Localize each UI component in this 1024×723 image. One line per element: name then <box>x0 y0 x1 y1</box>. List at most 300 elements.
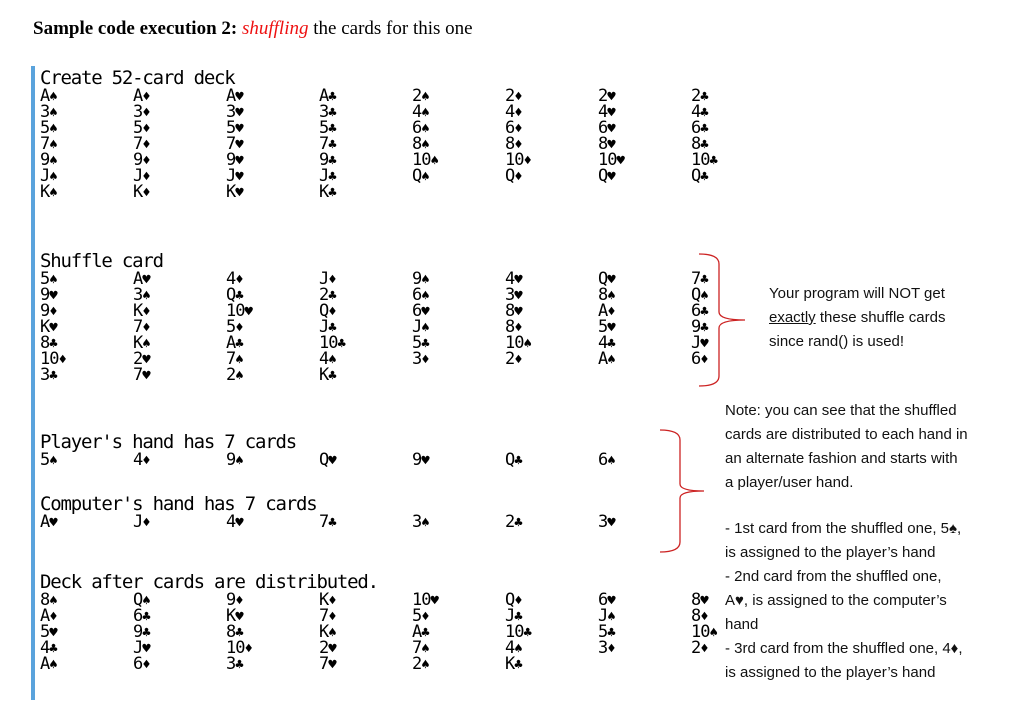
suit-icon: ♣ <box>700 320 708 336</box>
suit-icon: ♦ <box>328 304 336 320</box>
section-heading: Computer's hand has 7 cards <box>40 493 317 515</box>
distribution-brace-icon <box>658 428 708 554</box>
card: 7♦ <box>133 134 150 154</box>
suit-icon: ♠ <box>49 272 57 288</box>
card: 5♣ <box>412 333 429 353</box>
suit-icon: ♥ <box>235 137 243 153</box>
card: A♦ <box>133 86 150 106</box>
card: J♣ <box>319 166 336 186</box>
note-line: Note: you can see that the shuffled <box>725 402 957 419</box>
card: Q♣ <box>505 450 522 470</box>
card: 4♥ <box>226 512 243 532</box>
suit-icon: ♥ <box>430 593 438 609</box>
card: J♠ <box>598 606 615 626</box>
card: J♦ <box>133 512 150 532</box>
card: 2♥ <box>133 349 150 369</box>
card: 7♠ <box>226 349 243 369</box>
suit-icon: ♥ <box>142 641 150 657</box>
suit-icon: ♥ <box>700 593 708 609</box>
card-grid <box>40 592 784 672</box>
suit-icon: ♦ <box>700 609 708 625</box>
suit-icon: ♣ <box>328 515 336 531</box>
suit-icon: ♠ <box>421 657 429 673</box>
suit-icon: ♣ <box>328 320 336 336</box>
suit-icon: ♦ <box>58 352 66 368</box>
suit-icon: ♦ <box>49 609 57 625</box>
suit-icon: ♣ <box>421 625 429 641</box>
suit-icon: ♦ <box>142 105 150 121</box>
card: 4♥ <box>505 269 522 289</box>
suit-icon: ♠ <box>49 169 57 185</box>
suit-icon: ♣ <box>709 153 717 169</box>
card: 3♥ <box>505 285 522 305</box>
shuffle-note <box>769 282 946 354</box>
suit-icon: ♥ <box>235 609 243 625</box>
card <box>691 184 784 200</box>
suit-icon: ♠ <box>49 105 57 121</box>
card: Q♦ <box>505 590 522 610</box>
card: 9♠ <box>226 450 243 470</box>
card: Q♣ <box>691 166 708 186</box>
suit-icon: ♦ <box>142 185 150 201</box>
note-bullet: - 2nd card from the shuffled one, <box>725 568 942 585</box>
card: 4♦ <box>226 269 243 289</box>
card: A♠ <box>598 349 615 369</box>
suit-icon: ♦ <box>523 153 531 169</box>
card: 2♦ <box>505 86 522 106</box>
card: K♠ <box>133 333 150 353</box>
suit-icon: ♦ <box>514 137 522 153</box>
suit-icon: ♣ <box>235 288 243 304</box>
player-hand-section <box>40 432 691 468</box>
suit-icon: ♠ <box>142 336 150 352</box>
card: 2♠ <box>412 654 429 674</box>
card: J♣ <box>505 606 522 626</box>
card: 10♦ <box>226 638 252 658</box>
card: 5♣ <box>319 118 336 138</box>
card: 4♣ <box>598 333 615 353</box>
suit-icon: ♠ <box>421 89 429 105</box>
card: Q♥ <box>598 166 615 186</box>
card: 2♦ <box>505 349 522 369</box>
suit-icon: ♥ <box>235 89 243 105</box>
suit-icon: ♠ <box>514 641 522 657</box>
create-deck-section <box>40 68 784 200</box>
suit-icon: ♠ <box>49 153 57 169</box>
suit-icon: ♥ <box>49 625 57 641</box>
suit-icon: ♣ <box>514 657 522 673</box>
card: 9♦ <box>133 150 150 170</box>
card: 10♠ <box>505 333 531 353</box>
suit-icon: ♠ <box>523 336 531 352</box>
card: 5♠ <box>40 118 57 138</box>
suit-icon: ♠ <box>142 288 150 304</box>
suit-icon: ♦ <box>142 320 150 336</box>
suit-icon: ♦ <box>421 352 429 368</box>
card <box>505 367 598 383</box>
suit-icon: ♠ <box>328 352 336 368</box>
suit-icon: ♥ <box>328 453 336 469</box>
card: J♠ <box>40 166 57 186</box>
card: A♦ <box>598 301 615 321</box>
suit-icon: ♣ <box>328 105 336 121</box>
console-output <box>31 66 735 700</box>
suit-icon: ♠ <box>709 625 717 641</box>
card: Q♠ <box>133 590 150 610</box>
suit-icon: ♥ <box>421 453 429 469</box>
suit-icon: ♣ <box>514 453 522 469</box>
suit-icon: ♠ <box>700 288 708 304</box>
suit-icon: ♦ <box>244 641 252 657</box>
card: K♥ <box>226 182 243 202</box>
card: 8♥ <box>691 590 708 610</box>
suit-icon: ♠ <box>49 593 57 609</box>
suit-icon: ♦ <box>142 121 150 137</box>
suit-icon: ♥ <box>235 515 243 531</box>
card: 3♥ <box>226 102 243 122</box>
card: 3♣ <box>226 654 243 674</box>
suit-icon: ♦ <box>142 153 150 169</box>
card: 5♦ <box>226 317 243 337</box>
suit-icon: ♦ <box>514 169 522 185</box>
suit-icon: ♦ <box>235 593 243 609</box>
suit-icon: ♣ <box>514 515 522 531</box>
card: 8♣ <box>226 622 243 642</box>
note-bullet: is assigned to the player’s hand <box>725 664 936 681</box>
suit-icon: ♣ <box>700 169 708 185</box>
card: K♠ <box>40 182 57 202</box>
card: 4♠ <box>319 349 336 369</box>
card: J♥ <box>133 638 150 658</box>
card: 4♦ <box>505 102 522 122</box>
suit-icon: ♠ <box>421 515 429 531</box>
suit-icon: ♥ <box>607 137 615 153</box>
card: 8♠ <box>412 134 429 154</box>
card: 10♠ <box>412 150 438 170</box>
card: A♠ <box>40 654 57 674</box>
suit-icon: ♠ <box>421 288 429 304</box>
card: K♦ <box>133 301 150 321</box>
suit-icon: ♠ <box>235 352 243 368</box>
card: K♠ <box>319 622 336 642</box>
suit-icon: ♠ <box>421 121 429 137</box>
card: 6♠ <box>598 450 615 470</box>
card: Q♠ <box>412 166 429 186</box>
suit-icon: ♣ <box>142 625 150 641</box>
card: 4♣ <box>40 638 57 658</box>
note-line: Your program will NOT get <box>769 285 945 302</box>
suit-icon: ♦ <box>607 641 615 657</box>
suit-icon: ♦ <box>328 593 336 609</box>
suit-icon: ♥ <box>514 272 522 288</box>
card: 6♦ <box>133 654 150 674</box>
suit-icon: ♥ <box>514 304 522 320</box>
section-heading: Player's hand has 7 cards <box>40 431 296 453</box>
distribution-note <box>725 399 968 685</box>
suit-icon: ♦ <box>142 169 150 185</box>
suit-icon: ♠ <box>49 121 57 137</box>
card: 7♠ <box>412 638 429 658</box>
card: 3♦ <box>133 102 150 122</box>
suit-icon: ♣ <box>337 336 345 352</box>
suit-icon: ♥ <box>607 169 615 185</box>
card: K♥ <box>40 317 57 337</box>
note-bullet: - 3rd card from the shuffled one, 4♦, <box>725 640 963 657</box>
card: 6♥ <box>598 118 615 138</box>
suit-icon: ♣ <box>328 368 336 384</box>
card: 3♠ <box>133 285 150 305</box>
note-text: these shuffle cards <box>815 309 946 326</box>
card: 9♠ <box>412 269 429 289</box>
suit-icon: ♥ <box>235 153 243 169</box>
card: K♣ <box>505 654 522 674</box>
suit-icon: ♥ <box>49 320 57 336</box>
card-row <box>40 452 691 468</box>
suit-icon: ♣ <box>700 272 708 288</box>
suit-icon: ♥ <box>235 185 243 201</box>
card: 6♥ <box>598 590 615 610</box>
card: 4♥ <box>598 102 615 122</box>
card: K♦ <box>319 590 336 610</box>
suit-icon: ♣ <box>49 336 57 352</box>
suit-icon: ♠ <box>49 657 57 673</box>
suit-icon: ♠ <box>607 288 615 304</box>
card: 7♥ <box>133 365 150 385</box>
card: 10♥ <box>226 301 252 321</box>
card-grid <box>40 271 784 383</box>
suit-icon: ♣ <box>235 625 243 641</box>
card: 8♥ <box>598 134 615 154</box>
card: Q♥ <box>598 269 615 289</box>
suit-icon: ♦ <box>514 121 522 137</box>
suit-icon: ♥ <box>607 320 615 336</box>
card: 9♠ <box>40 150 57 170</box>
suit-icon: ♣ <box>328 121 336 137</box>
suit-icon: ♦ <box>142 89 150 105</box>
suit-icon: ♦ <box>142 657 150 673</box>
suit-icon: ♥ <box>328 657 336 673</box>
suit-icon: ♠ <box>49 185 57 201</box>
card: 10♠ <box>691 622 717 642</box>
card: 2♣ <box>319 285 336 305</box>
card-row <box>40 168 784 184</box>
suit-icon: ♦ <box>421 609 429 625</box>
card: 8♣ <box>691 134 708 154</box>
card: 7♠ <box>40 134 57 154</box>
card: J♦ <box>133 166 150 186</box>
suit-icon: ♥ <box>244 304 252 320</box>
suit-icon: ♦ <box>235 320 243 336</box>
card: 2♦ <box>691 638 708 658</box>
suit-icon: ♣ <box>235 336 243 352</box>
card: 9♣ <box>319 150 336 170</box>
page-title <box>33 18 473 40</box>
card-row <box>40 367 784 383</box>
card: 8♦ <box>505 317 522 337</box>
suit-icon: ♣ <box>49 641 57 657</box>
suit-icon: ♠ <box>235 368 243 384</box>
suit-icon: ♥ <box>421 304 429 320</box>
card: 2♠ <box>226 365 243 385</box>
suit-icon: ♠ <box>235 453 243 469</box>
card: Q♣ <box>226 285 243 305</box>
suit-icon: ♣ <box>328 185 336 201</box>
suit-icon: ♥ <box>607 593 615 609</box>
note-line: since rand() is used! <box>769 333 905 350</box>
suit-icon: ♥ <box>235 169 243 185</box>
suit-icon: ♣ <box>700 304 708 320</box>
card <box>598 184 691 200</box>
suit-icon: ♦ <box>700 352 708 368</box>
card: 5♠ <box>40 269 57 289</box>
card: 9♥ <box>226 150 243 170</box>
title-bold: Sample code execution 2: <box>33 18 238 39</box>
title-emphasis: shuffling <box>241 18 309 39</box>
card: 9♥ <box>412 450 429 470</box>
suit-icon: ♣ <box>607 625 615 641</box>
card <box>412 367 505 383</box>
card-grid <box>40 88 784 200</box>
card: 2♥ <box>598 86 615 106</box>
suit-icon: ♣ <box>328 169 336 185</box>
card: Q♠ <box>691 285 708 305</box>
card: 2♣ <box>505 512 522 532</box>
card: A♥ <box>40 512 57 532</box>
suit-icon: ♣ <box>328 153 336 169</box>
card-row <box>40 656 784 672</box>
suit-icon: ♥ <box>328 641 336 657</box>
card: 6♦ <box>505 118 522 138</box>
note-line: a player/user hand. <box>725 474 854 491</box>
card-row <box>40 184 784 200</box>
suit-icon: ♦ <box>49 304 57 320</box>
suit-icon: ♣ <box>328 137 336 153</box>
card: K♣ <box>319 182 336 202</box>
suit-icon: ♥ <box>142 368 150 384</box>
suit-icon: ♣ <box>700 89 708 105</box>
suit-icon: ♣ <box>328 288 336 304</box>
section-heading: Shuffle card <box>40 250 163 272</box>
card: 4♦ <box>133 450 150 470</box>
suit-icon: ♣ <box>142 609 150 625</box>
card-row <box>40 452 691 468</box>
card-row <box>40 351 784 367</box>
shuffle-brace-icon <box>697 252 747 388</box>
card <box>412 184 505 200</box>
remaining-deck-section <box>40 572 784 672</box>
suit-icon: ♥ <box>142 352 150 368</box>
card: 6♠ <box>412 285 429 305</box>
suit-icon: ♥ <box>607 515 615 531</box>
card: 10♦ <box>40 349 66 369</box>
card: 7♣ <box>691 269 708 289</box>
suit-icon: ♥ <box>607 272 615 288</box>
suit-icon: ♠ <box>421 105 429 121</box>
suit-icon: ♥ <box>49 288 57 304</box>
computer-hand-section <box>40 494 691 530</box>
section-heading: Deck after cards are distributed. <box>40 571 378 593</box>
card: 8♦ <box>505 134 522 154</box>
suit-icon: ♦ <box>142 515 150 531</box>
card: 3♣ <box>319 102 336 122</box>
card: Q♦ <box>319 301 336 321</box>
card: 7♥ <box>226 134 243 154</box>
suit-icon: ♦ <box>328 272 336 288</box>
card: 3♦ <box>412 349 429 369</box>
suit-icon: ♥ <box>142 272 150 288</box>
suit-icon: ♠ <box>49 89 57 105</box>
card: 10♣ <box>691 150 717 170</box>
suit-icon: ♠ <box>421 641 429 657</box>
suit-icon: ♣ <box>328 89 336 105</box>
suit-icon: ♠ <box>607 352 615 368</box>
suit-icon: ♠ <box>607 609 615 625</box>
suit-icon: ♠ <box>421 320 429 336</box>
note-line: cards are distributed to each hand in <box>725 426 968 443</box>
card: 8♦ <box>691 606 708 626</box>
card: 3♠ <box>412 512 429 532</box>
card: 9♣ <box>691 317 708 337</box>
suit-icon: ♣ <box>421 336 429 352</box>
card: 5♣ <box>598 622 615 642</box>
card: 3♣ <box>40 365 57 385</box>
card: 7♣ <box>319 512 336 532</box>
card: 5♥ <box>226 118 243 138</box>
card: 10♦ <box>505 150 531 170</box>
card: Q♥ <box>319 450 336 470</box>
card: A♠ <box>40 86 57 106</box>
suit-icon: ♥ <box>607 105 615 121</box>
suit-icon: ♥ <box>607 89 615 105</box>
card: 7♥ <box>319 654 336 674</box>
suit-icon: ♠ <box>49 137 57 153</box>
suit-icon: ♥ <box>616 153 624 169</box>
card: J♦ <box>319 269 336 289</box>
card: 10♣ <box>319 333 345 353</box>
card: 5♠ <box>40 450 57 470</box>
card: 9♦ <box>226 590 243 610</box>
suit-icon: ♥ <box>235 121 243 137</box>
card: 2♥ <box>319 638 336 658</box>
card: 6♣ <box>133 606 150 626</box>
card <box>598 367 691 383</box>
suit-icon: ♣ <box>700 121 708 137</box>
note-line: an alternate fashion and starts with <box>725 450 958 467</box>
suit-icon: ♠ <box>49 453 57 469</box>
card: 7♦ <box>319 606 336 626</box>
card: 2♣ <box>691 86 708 106</box>
card: J♥ <box>691 333 708 353</box>
card: J♣ <box>319 317 336 337</box>
suit-icon: ♠ <box>421 137 429 153</box>
suit-icon: ♠ <box>607 453 615 469</box>
suit-icon: ♠ <box>421 272 429 288</box>
card: 4♠ <box>505 638 522 658</box>
card: 8♣ <box>40 333 57 353</box>
card: J♠ <box>412 317 429 337</box>
card: 3♥ <box>598 512 615 532</box>
card: 6♠ <box>412 118 429 138</box>
card: K♣ <box>319 365 336 385</box>
suit-icon: ♣ <box>514 609 522 625</box>
card: 7♦ <box>133 317 150 337</box>
suit-icon: ♦ <box>142 453 150 469</box>
section-heading: Create 52-card deck <box>40 67 235 89</box>
card: 8♠ <box>598 285 615 305</box>
suit-icon: ♦ <box>142 304 150 320</box>
card: 3♦ <box>598 638 615 658</box>
suit-icon: ♥ <box>700 336 708 352</box>
